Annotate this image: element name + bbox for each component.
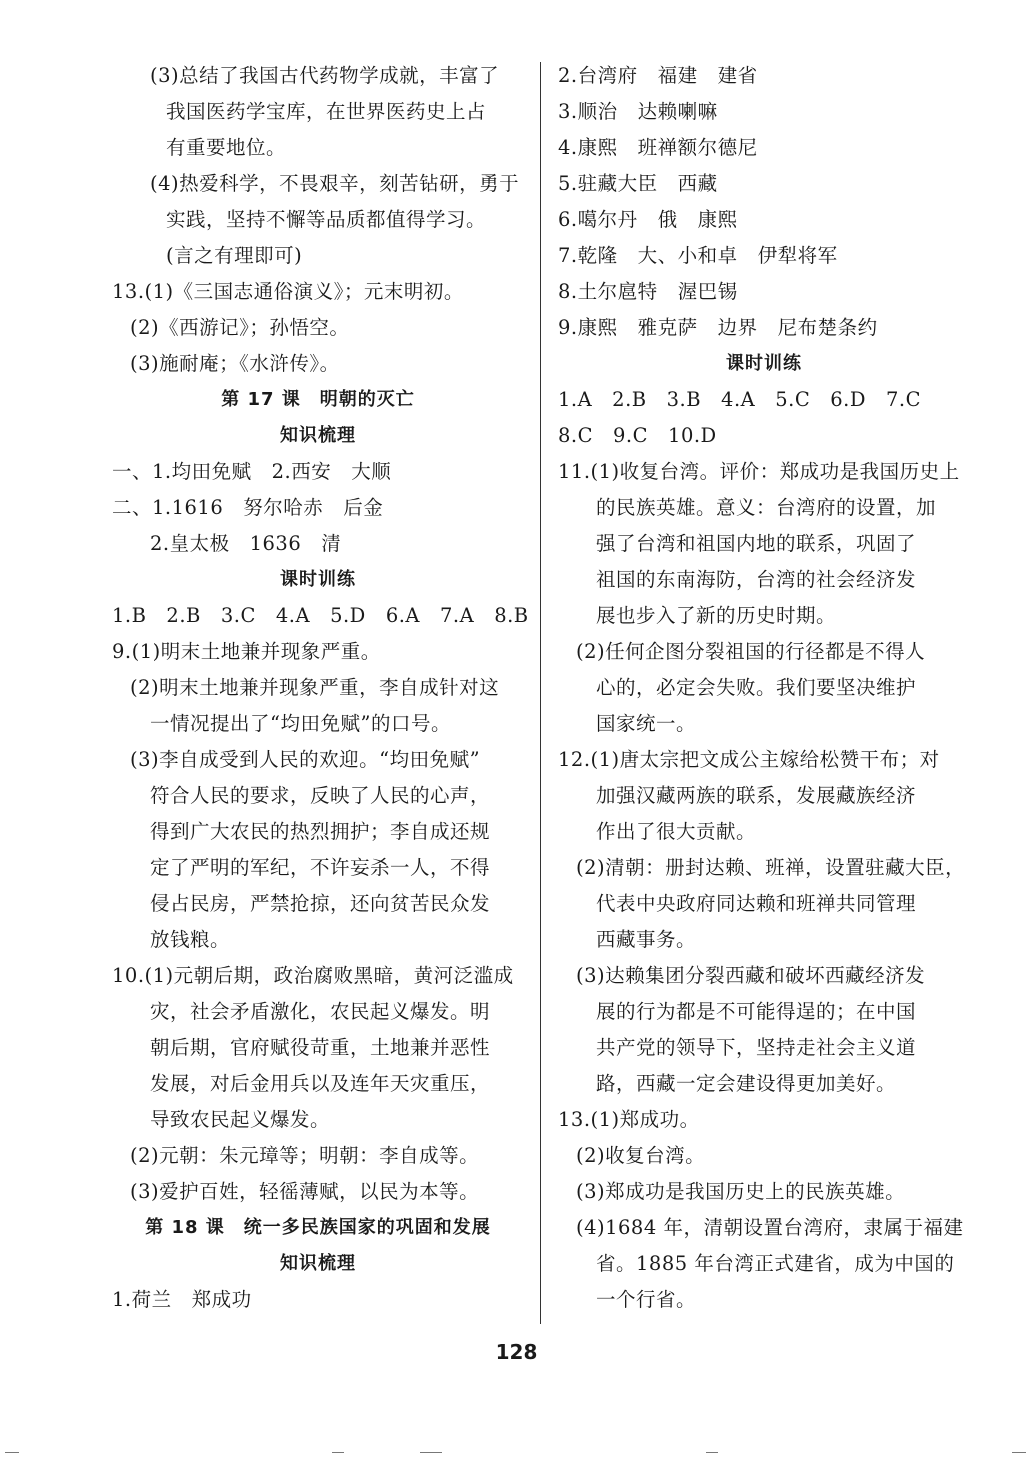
- text-line: 13.(1)郑成功。: [558, 1108, 700, 1131]
- text-line: 代表中央政府同达赖和班禅共同管理: [596, 892, 917, 915]
- text-line: 有重要地位。: [166, 136, 287, 159]
- text-line: 一情况提出了“均田免赋”的口号。: [150, 712, 451, 735]
- text-line: (4)热爱科学，不畏艰辛，刻苦钻研，勇于: [150, 172, 520, 195]
- text-line: 省。1885 年台湾正式建省，成为中国的: [596, 1252, 955, 1275]
- text-line: (3)李自成受到人民的欢迎。“均田免赋”: [130, 748, 481, 771]
- left-column: [112, 58, 529, 1318]
- text-line: 定了严明的军纪，不许妄杀一人，不得: [150, 856, 491, 879]
- text-line: 8.土尔扈特 渥巴锡: [558, 280, 738, 303]
- text-line: 符合人民的要求，反映了人民的心声，: [150, 784, 491, 807]
- text-line: (2)清朝：册封达赖、班禅，设置驻藏大臣，: [576, 856, 966, 879]
- text-line: 心的，必定会失败。我们要坚决维护: [596, 676, 917, 699]
- text-line: 朝后期，官府赋役苛重，土地兼并恶性: [150, 1036, 491, 1059]
- text-line: 6.噶尔丹 俄 康熙: [558, 208, 738, 231]
- text-line: 9.(1)明末土地兼并现象严重。: [112, 640, 381, 663]
- text-line: 1.B 2.B 3.C 4.A 5.D 6.A 7.A 8.B: [112, 604, 529, 627]
- text-line: 导致农民起义爆发。: [150, 1108, 331, 1131]
- section-heading: 课时训练: [726, 353, 802, 374]
- text-line: 10.(1)元朝后期，政治腐败黑暗，黄河泛滥成: [112, 964, 514, 987]
- text-line: 强了台湾和祖国内地的联系，巩固了: [596, 532, 917, 555]
- text-line: (2)明末土地兼并现象严重，李自成针对这: [130, 676, 500, 699]
- text-line: 的民族英雄。意义：台湾府的设置，加: [596, 496, 937, 519]
- text-line: (3)郑成功是我国历史上的民族英雄。: [576, 1180, 906, 1203]
- text-line: 7.乾隆 大、小和卓 伊犁将军: [558, 244, 838, 267]
- section-heading: 课时训练: [280, 569, 356, 590]
- text-line: 8.C 9.C 10.D: [558, 424, 717, 447]
- section-heading: 知识梳理: [280, 1253, 356, 1274]
- section-heading: 知识梳理: [280, 425, 356, 446]
- text-line: 11.(1)收复台湾。评价：郑成功是我国历史上: [558, 460, 960, 483]
- text-line: 展也步入了新的历史时期。: [596, 604, 837, 627]
- scan-mark: [1012, 1452, 1026, 1453]
- text-line: (2)任何企图分裂祖国的行径都是不得人: [576, 640, 926, 663]
- text-line: 一、1.均田免赋 2.西安 大顺: [112, 460, 392, 483]
- text-line: 实践，坚持不懈等品质都值得学习。: [166, 208, 487, 231]
- text-line: 2.皇太极 1636 清: [150, 532, 342, 555]
- text-line: (2)《西游记》；孙悟空。: [130, 316, 350, 339]
- right-column: [558, 58, 970, 1318]
- text-line: (2)收复台湾。: [576, 1144, 706, 1167]
- text-line: 5.驻藏大臣 西藏: [558, 172, 718, 195]
- text-line: (2)元朝：朱元璋等；明朝：李自成等。: [130, 1144, 480, 1167]
- scan-mark: [420, 1452, 442, 1453]
- scan-mark: [332, 1452, 344, 1453]
- text-line: 1.A 2.B 3.B 4.A 5.C 6.D 7.C: [558, 388, 922, 411]
- text-line: 放钱粮。: [150, 928, 231, 951]
- text-line: 展的行为都是不可能得逞的；在中国: [596, 1000, 917, 1023]
- column-divider: [540, 62, 541, 1324]
- text-line: (言之有理即可): [166, 244, 303, 267]
- scan-mark: [5, 1452, 19, 1453]
- text-line: (4)1684 年，清朝设置台湾府，隶属于福建: [576, 1216, 964, 1239]
- text-line: 发展，对后金用兵以及连年天灾重压，: [150, 1072, 491, 1095]
- section-heading: 第 17 课 明朝的灭亡: [221, 389, 415, 410]
- text-line: 国家统一。: [596, 712, 697, 735]
- text-line: 西藏事务。: [596, 928, 697, 951]
- text-line: (3)施耐庵；《水浒传》。: [130, 352, 340, 375]
- text-line: 1.荷兰 郑成功: [112, 1288, 252, 1311]
- page-number: 128: [495, 1340, 538, 1364]
- section-heading: 第 18 课 统一多民族国家的巩固和发展: [145, 1217, 491, 1238]
- text-line: 2.台湾府 福建 建省: [558, 64, 758, 87]
- text-line: 一个行省。: [596, 1288, 697, 1311]
- text-line: (3)爱护百姓，轻徭薄赋，以民为本等。: [130, 1180, 480, 1203]
- text-line: 作出了很大贡献。: [596, 820, 757, 843]
- text-line: 12.(1)唐太宗把文成公主嫁给松赞干布；对: [558, 748, 940, 771]
- text-line: 灾，社会矛盾激化，农民起义爆发。明: [150, 1000, 491, 1023]
- scan-mark: [706, 1452, 718, 1453]
- text-line: 祖国的东南海防，台湾的社会经济发: [596, 568, 917, 591]
- text-line: 9.康熙 雅克萨 边界 尼布楚条约: [558, 316, 878, 339]
- text-line: 13.(1)《三国志通俗演义》；元末明初。: [112, 280, 464, 303]
- text-line: 加强汉藏两族的联系，发展藏族经济: [596, 784, 917, 807]
- text-line: (3)达赖集团分裂西藏和破坏西藏经济发: [576, 964, 926, 987]
- text-line: 共产党的领导下，坚持走社会主义道: [596, 1036, 917, 1059]
- text-line: 二、1.1616 努尔哈赤 后金: [112, 496, 384, 519]
- text-line: 我国医药学宝库，在世界医药史上占: [166, 100, 487, 123]
- text-line: 4.康熙 班禅额尔德尼: [558, 136, 758, 159]
- text-line: 得到广大农民的热烈拥护；李自成还规: [150, 820, 491, 843]
- text-line: (3)总结了我国古代药物学成就，丰富了: [150, 64, 500, 87]
- text-line: 路，西藏一定会建设得更加美好。: [596, 1072, 897, 1095]
- text-line: 3.顺治 达赖喇嘛: [558, 100, 718, 123]
- text-line: 侵占民房，严禁抢掠，还向贫苦民众发: [150, 892, 491, 915]
